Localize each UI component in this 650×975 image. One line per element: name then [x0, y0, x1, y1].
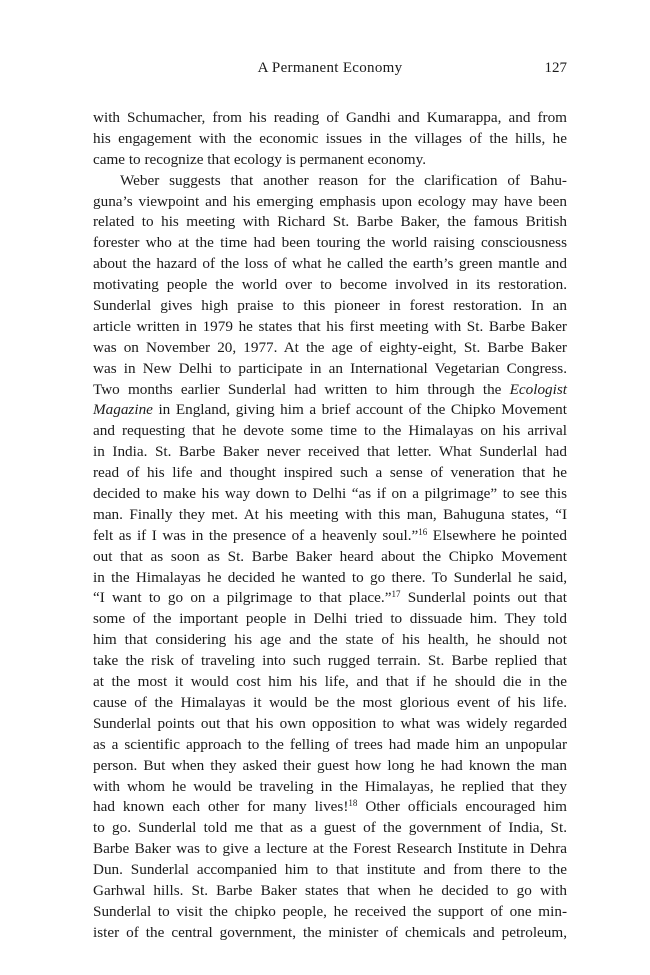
- footnote-ref: 16: [418, 526, 428, 537]
- text-line: [93, 797, 567, 818]
- text-line: [93, 735, 567, 756]
- line-text: Sunderlal gives high praise to this pioneer in forest restoration. In an: [93, 297, 567, 315]
- page-number: 127: [544, 60, 567, 76]
- line-text: Weber suggests that another reason for the clarification of Bahu-: [120, 171, 567, 189]
- text-line: [93, 212, 567, 233]
- line-text: at the most it would cost him his life, and that if he should die in the: [93, 673, 567, 691]
- text-line: [93, 860, 567, 881]
- body-text: [93, 108, 567, 944]
- text-line: [93, 923, 567, 944]
- line-text: Elsewhere he pointed: [427, 526, 568, 544]
- text-line: [93, 129, 567, 150]
- text-line: [93, 609, 567, 630]
- line-text: Other officials encouraged him: [357, 798, 567, 816]
- text-line: [93, 630, 567, 651]
- text-line: [93, 400, 567, 421]
- text-line: [93, 108, 567, 129]
- text-line: [93, 484, 567, 505]
- text-line: [93, 421, 567, 442]
- line-text: take the risk of traveling into such rugged terrain. St. Barbe replied that: [93, 652, 567, 670]
- line-text: was on November 20, 1977. At the age of eighty-eight, St. Barbe Baker: [93, 338, 567, 356]
- line-text: his engagement with the economic issues in the villages of the hills, he: [93, 129, 567, 147]
- text-line: [93, 192, 567, 213]
- text-line: [93, 902, 567, 923]
- line-text: motivating people the world over to become involved in its restoration.: [93, 276, 567, 294]
- line-text: felt as if I was in the presence of a heavenly soul.”: [93, 526, 419, 544]
- line-text: and requesting that he devote some time to the Himalayas on his arrival: [93, 422, 567, 440]
- text-line: [93, 380, 567, 401]
- text-line: [93, 839, 567, 860]
- line-text: Barbe Baker was to give a lecture at the Forest Research Institute in Dehra: [93, 840, 567, 858]
- line-text: in England, giving him a brief account of the Chipko Movement: [152, 401, 567, 419]
- footnote-ref: 17: [391, 589, 401, 600]
- line-text: about the hazard of the loss of what he called the earth’s green mantle and: [93, 255, 567, 273]
- line-text: Dun. Sunderlal accompanied him to that institute and from there to the: [93, 861, 567, 879]
- line-text: “I want to go on a pilgrimage to that place.”: [93, 589, 392, 607]
- line-text: in India. St. Barbe Baker never received that letter. What Sunderlal had: [93, 443, 567, 461]
- text-line: [93, 171, 567, 192]
- line-text: guna’s viewpoint and his emerging emphasis upon ecology may have been: [93, 192, 567, 210]
- text-line: [93, 818, 567, 839]
- text-line: [93, 777, 567, 798]
- line-text: cause of the Himalayas it would be the most glorious event of his life.: [93, 693, 567, 711]
- text-line: [93, 275, 567, 296]
- text-line: [93, 296, 567, 317]
- italic-title: Ecologist: [509, 380, 567, 398]
- line-text: person. But when they asked their guest how long he had known the man: [93, 756, 567, 774]
- line-text: ister of the central government, the minister of chemicals and petroleum,: [93, 923, 567, 941]
- text-line: [93, 672, 567, 693]
- line-text: decided to make his way down to Delhi “as if on a pilgrimage” to see this: [93, 485, 567, 503]
- text-line: [93, 651, 567, 672]
- text-line: [93, 714, 567, 735]
- text-line: [93, 568, 567, 589]
- text-line: [93, 588, 567, 609]
- running-head: [93, 58, 567, 78]
- line-text: with whom he would be traveling in the Himalayas, he replied that they: [93, 777, 567, 795]
- running-title: A Permanent Economy: [257, 60, 403, 76]
- line-text: to go. Sunderlal told me that as a guest of the government of India, St.: [93, 819, 567, 837]
- line-text: man. Finally they met. At his meeting with this man, Bahuguna states, “I: [93, 505, 567, 523]
- line-text: had known each other for many lives!: [93, 798, 349, 816]
- text-line: [93, 442, 567, 463]
- line-text: Sunderlal points out that his own opposition to what was widely regarded: [93, 714, 567, 732]
- text-line: [93, 526, 567, 547]
- line-text: some of the important people in Delhi tried to dissuade him. They told: [93, 610, 567, 628]
- line-text: Garhwal hills. St. Barbe Baker states that when he decided to go with: [93, 881, 567, 899]
- text-line: [93, 359, 567, 380]
- line-text: as a scientific approach to the felling of trees had made him an unpopular: [93, 735, 567, 753]
- text-line: [93, 254, 567, 275]
- text-line: [93, 693, 567, 714]
- line-text: article written in 1979 he states that his first meeting with St. Barbe Baker: [93, 317, 567, 335]
- line-text: came to recognize that ecology is permanent economy.: [93, 150, 427, 168]
- text-line: [93, 317, 567, 338]
- line-text: Sunderlal points out that: [400, 589, 567, 607]
- line-text: related to his meeting with Richard St. Barbe Baker, the famous British: [93, 213, 567, 231]
- text-line: [93, 150, 567, 171]
- line-text: Two months earlier Sunderlal had written to him through the: [93, 380, 510, 398]
- line-text: was in New Delhi to participate in an International Vegetarian Congress.: [93, 359, 567, 377]
- line-text: him that considering his age and the state of his health, he should not: [93, 631, 567, 649]
- text-line: [93, 547, 567, 568]
- text-line: [93, 463, 567, 484]
- text-line: [93, 881, 567, 902]
- line-text: forester who at the time had been touring the world raising consciousness: [93, 234, 567, 252]
- line-text: Sunderlal to visit the chipko people, he received the support of one min-: [93, 902, 567, 920]
- line-text: read of his life and thought inspired such a sense of veneration that he: [93, 464, 567, 482]
- italic-title: Magazine: [93, 401, 153, 419]
- footnote-ref: 18: [348, 798, 358, 809]
- text-line: [93, 505, 567, 526]
- text-line: [93, 338, 567, 359]
- text-line: [93, 756, 567, 777]
- line-text: out that as soon as St. Barbe Baker heard about the Chipko Movement: [93, 547, 567, 565]
- line-text: with Schumacher, from his reading of Gandhi and Kumarappa, and from: [93, 109, 567, 126]
- text-line: [93, 233, 567, 254]
- line-text: in the Himalayas he decided he wanted to go there. To Sunderlal he said,: [93, 568, 567, 586]
